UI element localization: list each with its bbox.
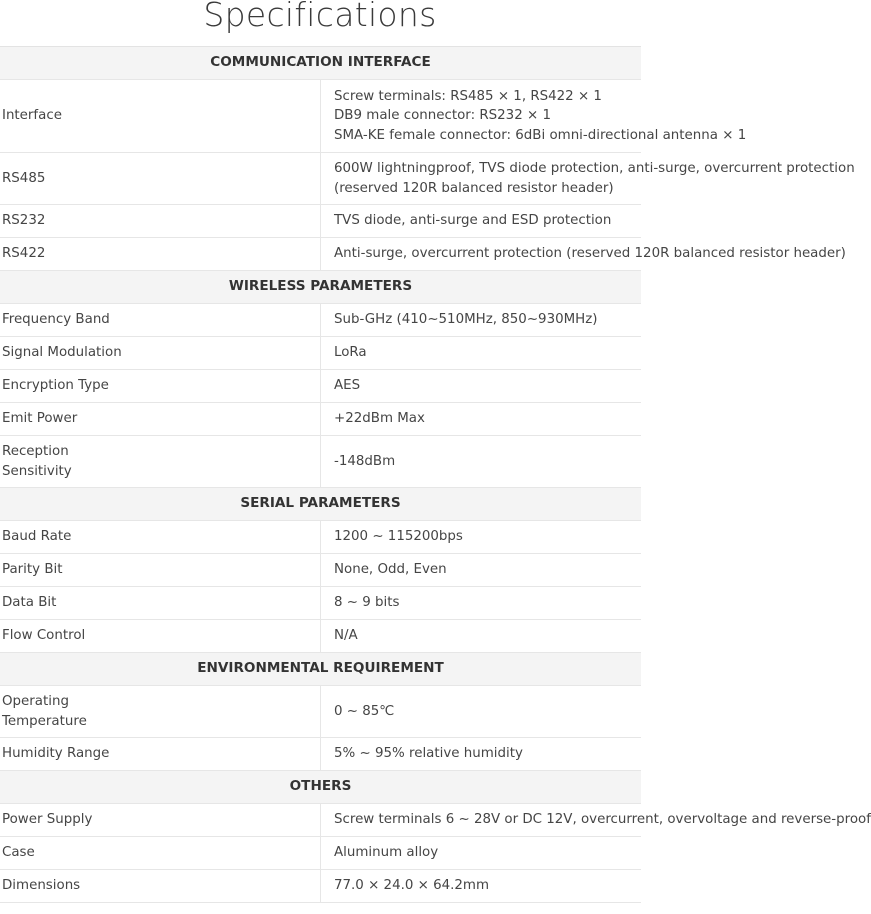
page-title: Specifications — [203, 0, 437, 34]
spec-label-line: RS485 — [2, 170, 46, 186]
spec-label — [0, 686, 321, 738]
spec-table — [0, 46, 871, 903]
spec-value — [321, 804, 871, 837]
section-heading: SERIAL PARAMETERS — [0, 488, 641, 521]
spec-value — [321, 304, 642, 337]
spec-value-line: (reserved 120R balanced resistor header) — [334, 180, 614, 196]
spec-label — [0, 837, 321, 870]
spec-value — [321, 587, 642, 620]
spec-row-encryption-type — [0, 370, 641, 403]
spec-row-signal-modulation — [0, 337, 641, 370]
spec-label — [0, 587, 321, 620]
spec-label — [0, 153, 321, 205]
spec-row-reception-sensitivity — [0, 436, 641, 488]
section-header-wireless-parameters — [0, 271, 641, 304]
section-heading: ENVIRONMENTAL REQUIREMENT — [0, 653, 641, 686]
spec-label-line: Parity Bit — [2, 562, 63, 578]
spec-label-line: Sensitivity — [2, 463, 72, 479]
spec-label — [0, 370, 321, 403]
spec-value — [321, 337, 642, 370]
spec-label-line: Power Supply — [2, 812, 93, 828]
spec-label — [0, 80, 321, 153]
spec-label-line: Data Bit — [2, 595, 57, 611]
spec-value-line: AES — [334, 378, 361, 394]
spec-value — [321, 153, 855, 205]
spec-row-interface — [0, 80, 641, 153]
spec-value — [321, 238, 846, 271]
spec-label — [0, 304, 321, 337]
spec-label-line: Baud Rate — [2, 529, 72, 545]
spec-label-line: Humidity Range — [2, 746, 110, 762]
spec-label-line: Emit Power — [2, 411, 78, 427]
spec-value-line: SMA-KE female connector: 6dBi omni-directional antenna × 1 — [334, 127, 747, 143]
spec-value — [321, 837, 642, 870]
spec-value — [321, 620, 642, 653]
spec-value-line: Anti-surge, overcurrent protection (reserved 120R balanced resistor header) — [334, 246, 846, 262]
spec-row-operating-temperature — [0, 686, 641, 738]
spec-row-rs232 — [0, 205, 641, 238]
spec-value-line: LoRa — [334, 345, 367, 361]
spec-label-line: Case — [2, 845, 35, 861]
spec-value — [321, 370, 642, 403]
spec-value-line: TVS diode, anti-surge and ESD protection — [334, 213, 612, 229]
section-heading: OTHERS — [0, 771, 641, 804]
spec-label-line: Temperature — [2, 713, 87, 729]
section-heading: WIRELESS PARAMETERS — [0, 271, 641, 304]
spec-label-line: Operating — [2, 694, 69, 709]
spec-label-line: Frequency Band — [2, 312, 110, 328]
spec-value — [321, 686, 642, 738]
spec-label — [0, 521, 321, 554]
spec-value-line: 5% ~ 95% relative humidity — [334, 746, 523, 762]
spec-label-line: Flow Control — [2, 628, 86, 644]
spec-label — [0, 238, 321, 271]
spec-value — [321, 403, 642, 436]
spec-value — [321, 205, 642, 238]
section-header-environmental-requirement — [0, 653, 641, 686]
spec-value-line: 1200 ~ 115200bps — [334, 529, 463, 545]
spec-row-case — [0, 837, 641, 870]
spec-value-line: Aluminum alloy — [334, 845, 439, 861]
spec-value-line: N/A — [334, 628, 358, 644]
spec-value-line: Sub-GHz (410~510MHz, 850~930MHz) — [334, 312, 598, 328]
spec-label — [0, 870, 321, 903]
spec-value-line: DB9 male connector: RS232 × 1 — [334, 108, 551, 124]
spec-value-line: 77.0 × 24.0 × 64.2mm — [334, 878, 489, 894]
spec-row-data-bit — [0, 587, 641, 620]
spec-label-line: Interface — [2, 108, 62, 124]
spec-label-line: Encryption Type — [2, 378, 109, 394]
section-heading: COMMUNICATION INTERFACE — [0, 47, 641, 80]
spec-row-dimensions — [0, 870, 641, 903]
spec-row-rs485 — [0, 153, 641, 205]
spec-value — [321, 80, 747, 153]
spec-label — [0, 554, 321, 587]
spec-label-line: Reception — [2, 444, 69, 459]
spec-value-line: -148dBm — [334, 453, 396, 469]
spec-row-parity-bit — [0, 554, 641, 587]
spec-value-line: None, Odd, Even — [334, 562, 447, 578]
spec-row-baud-rate — [0, 521, 641, 554]
spec-value — [321, 554, 642, 587]
spec-label — [0, 804, 321, 837]
spec-label — [0, 436, 321, 488]
spec-label-line: RS422 — [2, 246, 46, 262]
spec-row-power-supply — [0, 804, 641, 837]
section-header-serial-parameters — [0, 488, 641, 521]
spec-value-line: +22dBm Max — [334, 411, 425, 427]
spec-value-line: Screw terminals 6 ~ 28V or DC 12V, overcurrent, overvoltage and reverse-proof — [334, 812, 871, 828]
spec-value-line: 600W lightningproof, TVS diode protection, anti-surge, overcurrent protection — [334, 161, 855, 176]
spec-label — [0, 205, 321, 238]
spec-value-line: 8 ~ 9 bits — [334, 595, 400, 611]
section-header-communication-interface — [0, 47, 641, 80]
spec-row-humidity-range — [0, 738, 641, 771]
section-header-others — [0, 771, 641, 804]
spec-value — [321, 738, 642, 771]
spec-label — [0, 738, 321, 771]
spec-label — [0, 403, 321, 436]
spec-value — [321, 521, 642, 554]
spec-label — [0, 337, 321, 370]
spec-value — [321, 870, 642, 903]
spec-row-rs422 — [0, 238, 641, 271]
spec-label-line: Dimensions — [2, 878, 81, 894]
spec-value-line: 0 ~ 85℃ — [334, 703, 395, 719]
spec-value — [321, 436, 642, 488]
spec-label-line: Signal Modulation — [2, 345, 122, 361]
spec-label — [0, 620, 321, 653]
spec-row-frequency-band — [0, 304, 641, 337]
spec-row-flow-control — [0, 620, 641, 653]
spec-row-emit-power — [0, 403, 641, 436]
spec-label-line: RS232 — [2, 213, 46, 229]
spec-value-line: Screw terminals: RS485 × 1, RS422 × 1 — [334, 88, 602, 104]
